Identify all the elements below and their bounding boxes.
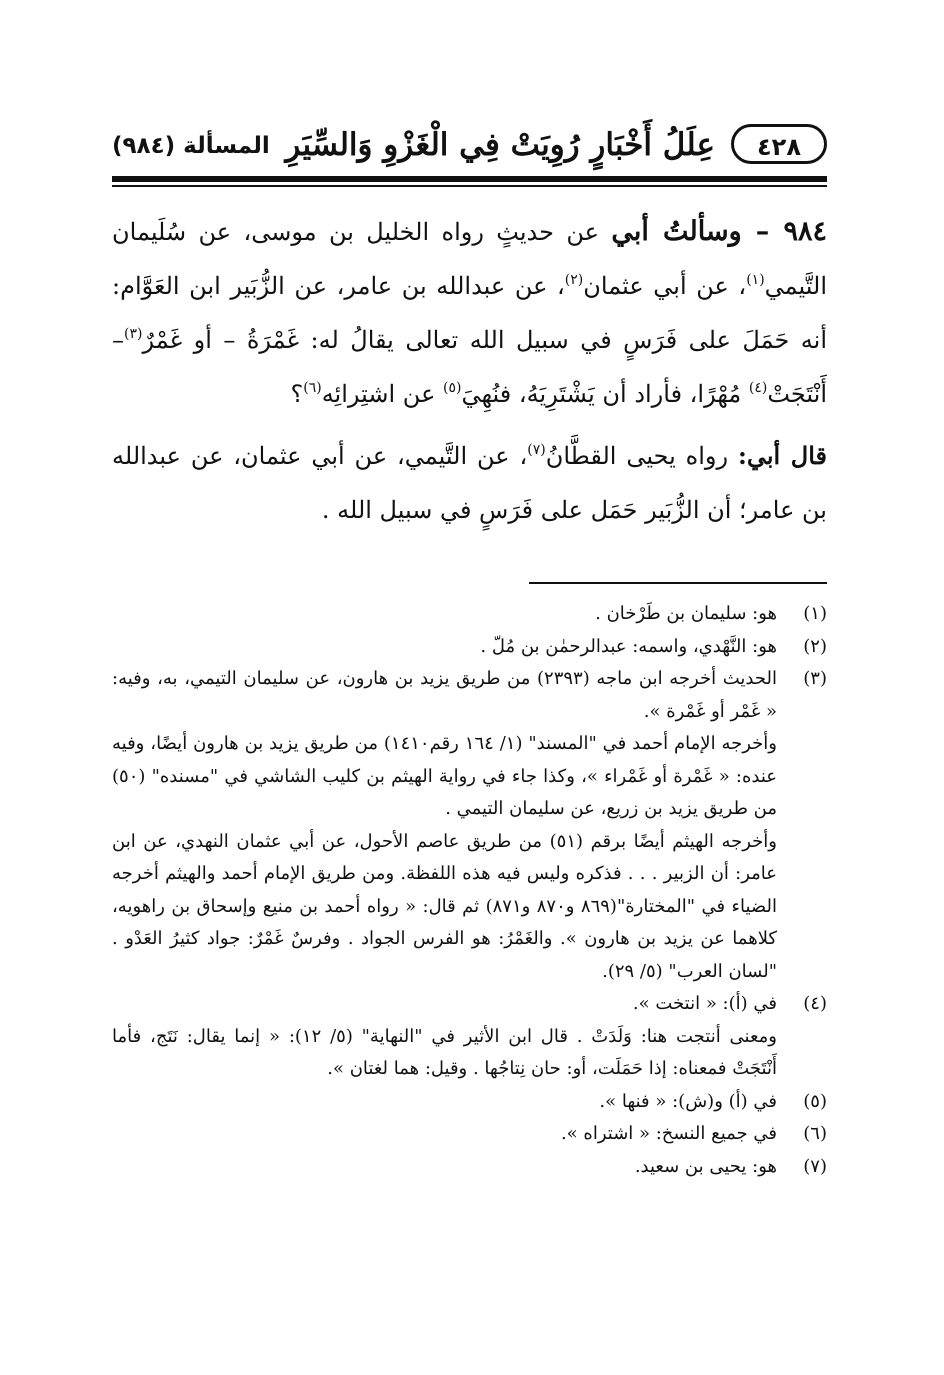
footnote-ref-1[interactable]: (١) bbox=[746, 272, 765, 288]
footnote-line: في (أ) و(ش): « فنها ». bbox=[599, 1090, 777, 1112]
question-text-6: عن اشتِرائِه bbox=[321, 380, 444, 408]
question-number: ٩٨٤ – bbox=[741, 216, 827, 247]
footnote-ref-7[interactable]: (٧) bbox=[527, 442, 546, 458]
footnote-number: (٥) bbox=[803, 1090, 827, 1112]
footnote-line: ومعنى أنتجت هنا: وَلَدَتْ . قال ابن الأثير في "النهاية" (٥/ ١٢): « إنما يقال: نَتَج، فأما أَنْتَجَتْ فمعناه: إذا حَمَلَت، أو: حان نِتاجُها . وقيل: هما لغتان ». bbox=[112, 1025, 777, 1079]
answer-opening: قال أبي: bbox=[737, 441, 827, 470]
question-text-4: – أَنْتَجَتْ bbox=[112, 326, 827, 408]
footnote-6 bbox=[112, 1118, 827, 1151]
header-rule-thick bbox=[112, 176, 827, 182]
footnote-line: الحديث أخرجه ابن ماجه (٢٣٩٣) من طريق يزيد بن هارون، عن سليمان التيمي، به، وفيه: « غَمْر أو غَمْرة ». bbox=[112, 668, 777, 722]
footnote-4 bbox=[112, 988, 827, 1086]
header-rule-thin bbox=[112, 185, 827, 187]
question-text-3: ، عن عبدالله بن عامر، عن الزُّبَير ابن العَوَّام: أنه حَمَلَ على فَرَسٍ في سبيل الله تعالى يقالُ له: غَمْرَةُ – أو غَمْرٌ bbox=[112, 272, 827, 354]
footnote-3 bbox=[112, 663, 827, 988]
main-text bbox=[112, 205, 827, 537]
footnote-number: (٦) bbox=[803, 1123, 827, 1144]
answer-paragraph bbox=[112, 429, 827, 537]
footnote-number: (٧) bbox=[803, 1155, 827, 1177]
footnote-body bbox=[112, 988, 777, 1086]
footnotes bbox=[112, 598, 827, 1183]
footnote-ref-4[interactable]: (٤) bbox=[748, 380, 768, 396]
question-opening: وسألتُ أبي bbox=[611, 216, 742, 247]
footnote-body bbox=[112, 1118, 777, 1151]
footnote-2 bbox=[112, 631, 827, 664]
question-text-7: ؟ bbox=[290, 380, 304, 408]
footnote-line: وأخرجه الهيثم أيضًا برقم (٥١) من طريق عاصم الأحول، عن أبي عثمان النهدي، عن ابن عامر: أن الزبير . . . فذكره وليس فيه هذه اللفظة. ومن طريق الإمام أحمد والهيثم أخرجه الضياء في "المختارة"(٨٦٩ و٨٧٠ و٨٧١) ثم قال: « رواه أحمد بن منيع وإسحاق بن راهويه، كلاهما عن يزيد بن هارون ». والغَمْرُ: هو الفرس الجواد . وفرسٌ غَمْرٌ: جواد كثيرُ العَدْو . "لسان العرب" (٥/ ٢٩). bbox=[112, 830, 777, 982]
answer-text-2: ، عن التَّيمي، عن أبي عثمان، عن عبدالله بن عامر؛ أن الزُّبَير حَمَل على فَرَسٍ في سبيل الله . bbox=[112, 442, 827, 524]
question-text-5: مُهْرًا، فأراد أن يَشْتَرِيَهُ، فنُهِيَ bbox=[461, 380, 749, 408]
footnote-ref-6[interactable]: (٦) bbox=[303, 380, 322, 396]
footnote-body bbox=[112, 631, 777, 664]
footnote-number: (٤) bbox=[803, 993, 827, 1014]
footnote-line: وأخرجه الإمام أحمد في "المسند" (١/ ١٦٤ رقم١٤١٠) من طريق يزيد بن هارون أيضًا، وفيه عنده: « غَمْرة أو غَمْراء »، وكذا جاء في رواية الهيثم بن كليب الشاشي في "مسنده" (٥٠) من طريق يزيد بن زريع، عن سليمان التيمي . bbox=[112, 733, 777, 819]
footnote-number: (٣) bbox=[803, 668, 827, 689]
footnote-ref-5[interactable]: (٥) bbox=[443, 380, 462, 396]
footnote-separator bbox=[529, 582, 827, 584]
footnote-1 bbox=[112, 598, 827, 631]
footnote-line: هو: يحيى بن سعيد. bbox=[634, 1155, 777, 1177]
question-text-2: ، عن أبي عثمان bbox=[583, 272, 747, 300]
footnote-line: في جميع النسخ: « اشتراه ». bbox=[560, 1123, 777, 1144]
question-text-1: عن حديثٍ رواه الخليل بن موسى، عن سُلَيمان التَّيمي bbox=[112, 218, 827, 300]
footnote-body bbox=[112, 598, 777, 631]
issue-label: المسألة (٩٨٤) bbox=[112, 133, 270, 159]
page-number: ٤٢٨ bbox=[731, 124, 827, 164]
footnote-ref-2[interactable]: (٢) bbox=[564, 272, 584, 288]
question-paragraph bbox=[112, 205, 827, 421]
footnote-line: في (أ): « انتخت ». bbox=[632, 993, 777, 1014]
footnote-body bbox=[112, 663, 777, 988]
footnote-number: (١) bbox=[803, 603, 827, 624]
footnote-body bbox=[112, 1151, 777, 1184]
footnote-number: (٢) bbox=[803, 635, 827, 657]
page-header bbox=[112, 120, 827, 180]
book-title: عِلَلُ أَخْبَارٍ رُوِيَتْ فِي الْغَزْوِ وَالسِّيَرِ bbox=[285, 127, 715, 163]
footnote-line: هو: سليمان بن طَرْخان . bbox=[595, 603, 777, 624]
footnote-ref-3[interactable]: (٣) bbox=[124, 326, 143, 342]
answer-text-1: رواه يحيى القطَّانُ bbox=[545, 442, 738, 470]
footnote-line: هو: النَّهْدي، واسمه: عبدالرحمٰن بن مُلّ . bbox=[480, 635, 777, 657]
footnote-7 bbox=[112, 1151, 827, 1184]
footnote-body bbox=[112, 1086, 777, 1119]
footnote-5 bbox=[112, 1086, 827, 1119]
